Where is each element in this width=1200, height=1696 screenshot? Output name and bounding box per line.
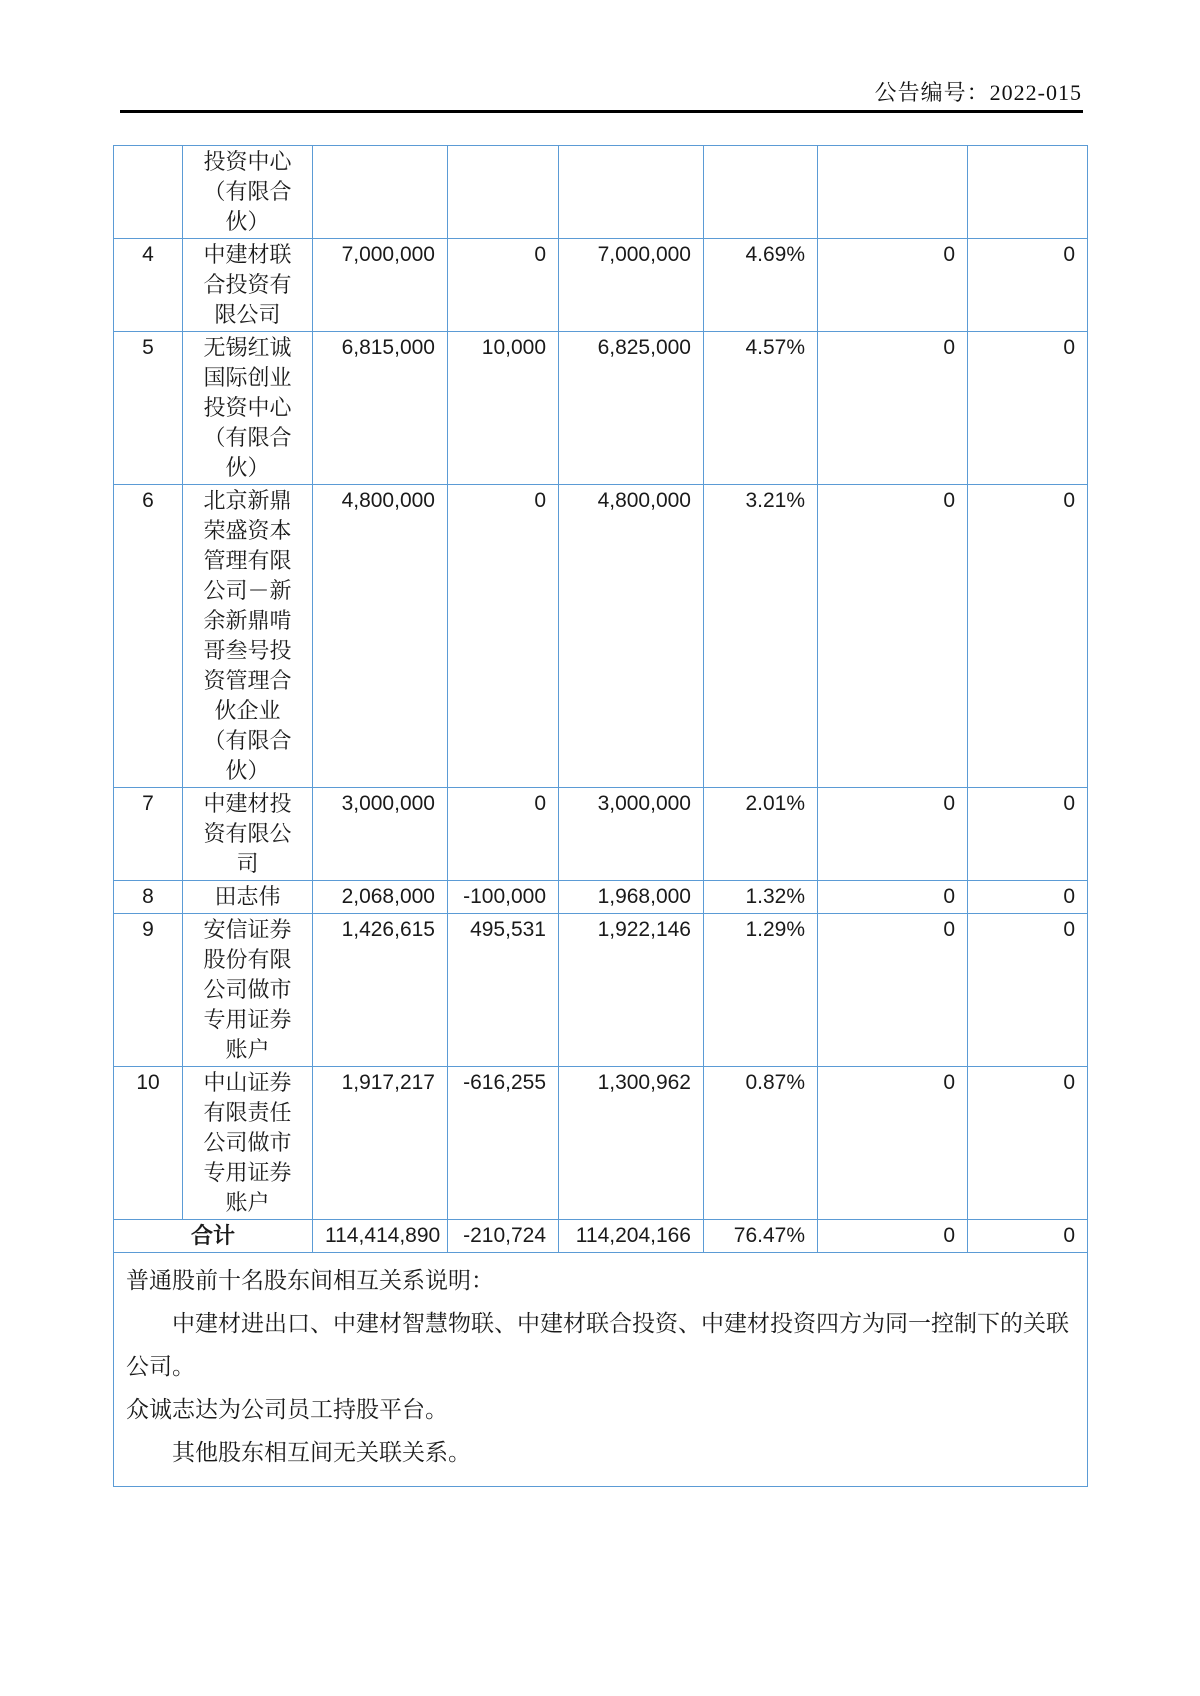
pledged-cell: 0 <box>818 881 968 914</box>
shares-end-cell: 1,300,962 <box>559 1067 704 1220</box>
rank-cell: 5 <box>114 332 183 485</box>
frozen-cell <box>968 146 1088 239</box>
percent-cell: 4.69% <box>704 239 818 332</box>
shares-begin-cell: 2,068,000 <box>313 881 448 914</box>
rank-cell: 4 <box>114 239 183 332</box>
shares-end-cell: 3,000,000 <box>559 788 704 881</box>
notes-title: 普通股前十名股东间相互关系说明： <box>126 1268 494 1293</box>
frozen-cell: 0 <box>968 881 1088 914</box>
frozen-cell: 0 <box>968 239 1088 332</box>
shareholders-table-body <box>114 146 1088 1487</box>
total-shares-begin-cell: 114,414,890 <box>313 1220 448 1253</box>
total-label-cell: 合计 <box>114 1220 313 1253</box>
shareholder-name-cell: 中建材联合投资有限公司 <box>183 239 313 332</box>
pledged-cell: 0 <box>818 1067 968 1220</box>
shareholder-name-cell: 北京新鼎荣盛资本管理有限公司－新余新鼎啃哥叁号投资管理合伙企业（有限合伙） <box>183 485 313 788</box>
rank-cell: 7 <box>114 788 183 881</box>
shareholder-row <box>114 1067 1088 1220</box>
shareholder-name-cell: 安信证券股份有限公司做市专用证券账户 <box>183 914 313 1067</box>
total-frozen-cell: 0 <box>968 1220 1088 1253</box>
shares-begin-cell: 4,800,000 <box>313 485 448 788</box>
total-pledged-cell: 0 <box>818 1220 968 1253</box>
notes-row <box>114 1253 1088 1487</box>
notes-line: 其他股东相互间无关联关系。 <box>172 1440 471 1465</box>
pledged-cell: 0 <box>818 485 968 788</box>
frozen-cell: 0 <box>968 485 1088 788</box>
frozen-cell: 0 <box>968 914 1088 1067</box>
pledged-cell <box>818 146 968 239</box>
shares-end-cell <box>559 146 704 239</box>
shareholder-row <box>114 788 1088 881</box>
frozen-cell: 0 <box>968 1067 1088 1220</box>
shares-begin-cell: 1,917,217 <box>313 1067 448 1220</box>
percent-cell: 0.87% <box>704 1067 818 1220</box>
rank-cell: 6 <box>114 485 183 788</box>
shares-change-cell: 0 <box>448 788 559 881</box>
header-divider-line <box>120 110 1083 113</box>
shareholder-name-cell: 无锡红诚国际创业投资中心（有限合伙） <box>183 332 313 485</box>
shares-change-cell <box>448 146 559 239</box>
shares-change-cell: -100,000 <box>448 881 559 914</box>
frozen-cell: 0 <box>968 788 1088 881</box>
shares-end-cell: 7,000,000 <box>559 239 704 332</box>
shareholder-row <box>114 914 1088 1067</box>
shares-begin-cell <box>313 146 448 239</box>
shares-end-cell: 1,922,146 <box>559 914 704 1067</box>
shareholder-name-cell: 中建材投资有限公司 <box>183 788 313 881</box>
rank-cell: 10 <box>114 1067 183 1220</box>
shares-change-cell: 10,000 <box>448 332 559 485</box>
announcement-number: 公告编号：2022-015 <box>874 80 1082 105</box>
shareholder-row <box>114 239 1088 332</box>
notes-line: 中建材进出口、中建材智慧物联、中建材联合投资、中建材投资四方为同一控制下的关联公司。 <box>126 1311 1069 1379</box>
shareholder-row <box>114 881 1088 914</box>
relationship-notes-cell <box>114 1253 1088 1487</box>
total-row <box>114 1220 1088 1253</box>
shares-change-cell: 0 <box>448 239 559 332</box>
notes-line: 众诚志达为公司员工持股平台。 <box>126 1397 448 1422</box>
total-shares-end-cell: 114,204,166 <box>559 1220 704 1253</box>
shares-change-cell: -616,255 <box>448 1067 559 1220</box>
shareholder-name-cell: 投资中心（有限合伙） <box>183 146 313 239</box>
total-shares-change-cell: -210,724 <box>448 1220 559 1253</box>
shares-end-cell: 4,800,000 <box>559 485 704 788</box>
shareholders-table <box>113 145 1088 1487</box>
shares-change-cell: 0 <box>448 485 559 788</box>
pledged-cell: 0 <box>818 332 968 485</box>
pledged-cell: 0 <box>818 788 968 881</box>
percent-cell: 1.32% <box>704 881 818 914</box>
shares-end-cell: 1,968,000 <box>559 881 704 914</box>
percent-cell: 4.57% <box>704 332 818 485</box>
rank-cell: 9 <box>114 914 183 1067</box>
rank-cell <box>114 146 183 239</box>
shares-begin-cell: 6,815,000 <box>313 332 448 485</box>
percent-cell: 1.29% <box>704 914 818 1067</box>
shareholder-row <box>114 485 1088 788</box>
shares-change-cell: 495,531 <box>448 914 559 1067</box>
rank-cell: 8 <box>114 881 183 914</box>
frozen-cell: 0 <box>968 332 1088 485</box>
shareholder-name-cell: 田志伟 <box>183 881 313 914</box>
shareholder-name-cell: 中山证券有限责任公司做市专用证券账户 <box>183 1067 313 1220</box>
percent-cell: 3.21% <box>704 485 818 788</box>
shares-begin-cell: 7,000,000 <box>313 239 448 332</box>
total-percent-cell: 76.47% <box>704 1220 818 1253</box>
shares-begin-cell: 1,426,615 <box>313 914 448 1067</box>
continuation-row <box>114 146 1088 239</box>
shareholder-row <box>114 332 1088 485</box>
percent-cell: 2.01% <box>704 788 818 881</box>
percent-cell <box>704 146 818 239</box>
pledged-cell: 0 <box>818 914 968 1067</box>
shares-end-cell: 6,825,000 <box>559 332 704 485</box>
shares-begin-cell: 3,000,000 <box>313 788 448 881</box>
pledged-cell: 0 <box>818 239 968 332</box>
